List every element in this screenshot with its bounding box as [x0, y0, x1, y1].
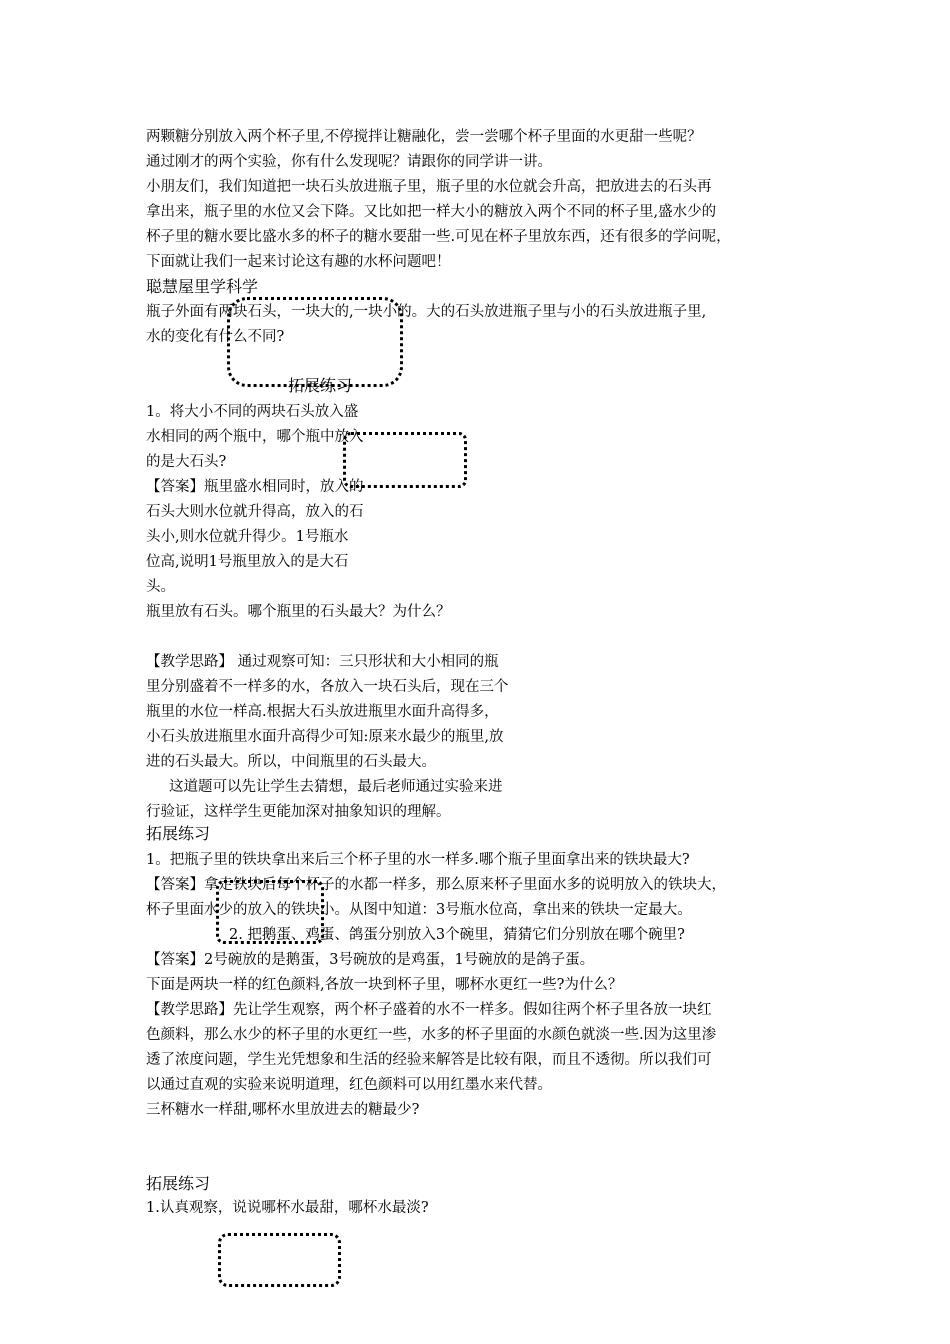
figure-placeholder-4 — [218, 1233, 341, 1287]
thinking1-line-6: 这道题可以先让学生去猜想，最后老师通过实验来进 — [146, 779, 503, 795]
ext2-line-1: 1。把瓶子里的铁块拿出来后三个杯子里的水一样多.哪个瓶子里面拿出来的铁块最大? — [146, 852, 690, 868]
ext2-line-5: 【答案】2号碗放的是鹅蛋，3号碗放的是鸡蛋，1号碗放的是鸽子蛋。 — [146, 952, 595, 968]
ext1-line-7: 位高,说明1号瓶里放入的是大石 — [146, 554, 349, 570]
ext2-line-2: 【答案】拿走铁块后每个杯子的水都一样多，那么原来杯子里面水多的说明放入的铁块大， — [146, 877, 726, 893]
ext2-line-3: 杯子里面水少的放入的铁块小。从图中知道：3号瓶水位高，拿出来的铁块一定最大。 — [146, 902, 692, 918]
ext2-heading: 拓展练习 — [146, 824, 211, 843]
intro-line-2: 通过刚才的两个实验，你有什么发现呢？请跟你的同学讲一讲。 — [146, 154, 552, 170]
ext1-line-1: 1。将大小不同的两块石头放入盛 — [146, 404, 359, 420]
ext1-heading: 拓展练习 — [288, 376, 353, 395]
ext2-line-7: 【教学思路】先让学生观察，两个杯子盛着的水不一样多。假如往两个杯子里各放一块红 — [146, 1002, 712, 1018]
figure-placeholder-2 — [343, 432, 467, 488]
ext1-line-9: 瓶里放有石头。哪个瓶里的石头最大？为什么？ — [146, 604, 451, 620]
ext1-line-8: 头。 — [146, 579, 175, 595]
ext2-line-4: 2. 把鹅蛋、鸡蛋、鸽蛋分别放入3个碗里，猜猜它们分别放在哪个碗里? — [146, 927, 685, 943]
thinking1-line-3: 瓶里的水位一样高.根据大石头放进瓶里水面升高得多， — [146, 704, 499, 720]
intro-line-6: 下面就让我们一起来讨论这有趣的水杯问题吧！ — [146, 254, 451, 270]
ext2-line-11: 三杯糖水一样甜,哪杯水里放进去的糖最少? — [146, 1102, 420, 1118]
ext3-heading: 拓展练习 — [146, 1174, 211, 1193]
ext1-line-6: 头小,则水位就升得少。1号瓶水 — [146, 529, 349, 545]
section1-line-2: 水的变化有什么不同? — [146, 329, 285, 345]
thinking1-line-1: 【教学思路】 通过观察可知：三只形状和大小相同的瓶 — [146, 654, 499, 670]
thinking1-line-2: 里分别盛着不一样多的水，各放入一块石头后，现在三个 — [146, 679, 509, 695]
ext1-line-4: 【答案】瓶里盛水相同时，放入的 — [146, 479, 364, 495]
ext2-line-9: 透了浓度问题，学生光凭想象和生活的经验来解答是比较有限，而且不透彻。所以我们可 — [146, 1052, 712, 1068]
section1-heading: 聪慧屋里学科学 — [146, 277, 259, 296]
thinking1-line-4: 小石头放进瓶里水面升高得少可知:原来水最少的瓶里,放 — [146, 729, 504, 745]
ext1-line-2: 水相同的两个瓶中，哪个瓶中放入 — [146, 429, 364, 445]
figure-placeholder-1 — [227, 297, 403, 387]
ext2-line-6: 下面是两块一样的红色颜料,各放一块到杯子里，哪杯水更红一些?为什么？ — [146, 977, 623, 993]
ext2-line-8: 色颜料，那么水少的杯子里的水更红一些，水多的杯子里面的水颜色就淡一些.因为这里渗 — [146, 1027, 717, 1043]
intro-line-5: 杯子里的糖水要比盛水多的杯子的糖水要甜一些.可见在杯子里放东西，还有很多的学问呢， — [146, 229, 731, 245]
ext1-line-5: 石头大则水位就升得高，放入的石 — [146, 504, 364, 520]
thinking1-line-5: 进的石头最大。所以，中间瓶里的石头最大。 — [146, 754, 436, 770]
ext1-line-3: 的是大石头? — [146, 454, 227, 470]
ext3-line-1: 1.认真观察，说说哪杯水最甜，哪杯水最淡? — [146, 1200, 429, 1216]
intro-line-1: 两颗糖分别放入两个杯子里,不停搅拌让糖融化，尝一尝哪个杯子里面的水更甜一些呢？ — [146, 129, 702, 145]
figure-placeholder-3 — [216, 880, 324, 944]
intro-line-3: 小朋友们，我们知道把一块石头放进瓶子里，瓶子里的水位就会升高，把放进去的石头再 — [146, 179, 712, 195]
thinking1-line-7: 行验证，这样学生更能加深对抽象知识的理解。 — [146, 804, 451, 820]
ext2-line-10: 以通过直观的实验来说明道理，红色颜料可以用红墨水来代替。 — [146, 1077, 552, 1093]
intro-line-4: 拿出来，瓶子里的水位又会下降。又比如把一样大小的糖放入两个不同的杯子里,盛水少的 — [146, 204, 717, 220]
section1-line-1: 瓶子外面有两块石头，一块大的,一块小的。大的石头放进瓶子里与小的石头放进瓶子里, — [146, 304, 707, 320]
